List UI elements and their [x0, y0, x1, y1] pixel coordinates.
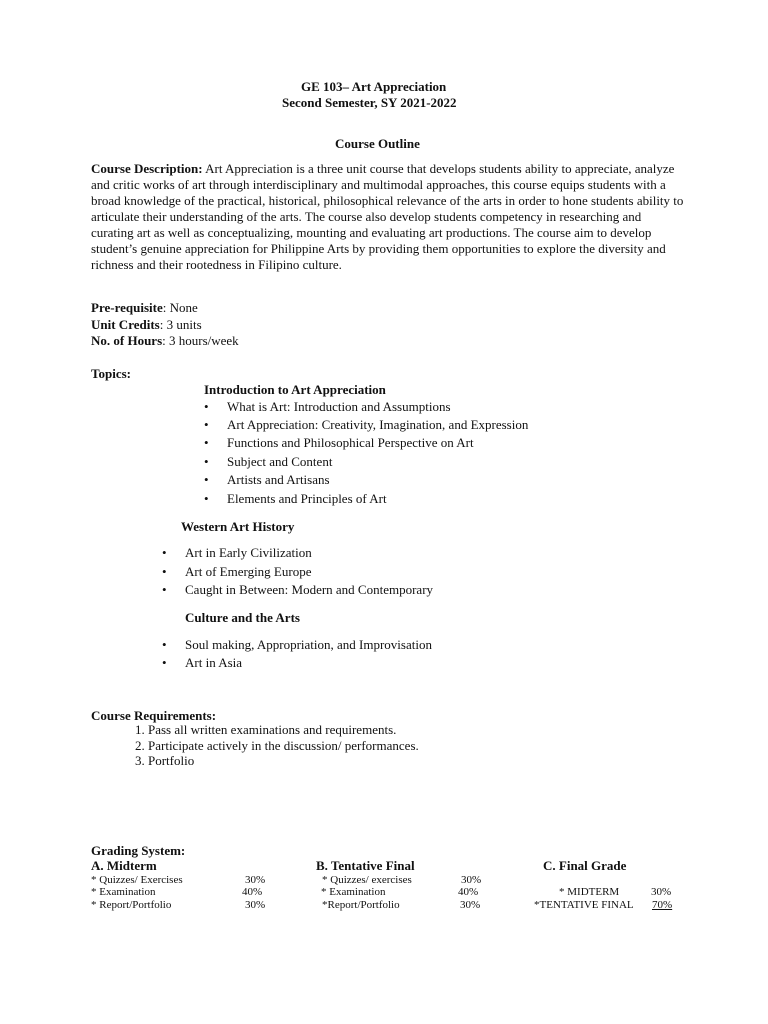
bullet-icon: •: [162, 582, 167, 597]
bullet-icon: •: [162, 545, 167, 560]
midterm-row-name: * Examination: [91, 886, 156, 898]
tentative-row-name: *Report/Portfolio: [322, 899, 400, 911]
list-item-text: Art in Early Civilization: [185, 545, 312, 560]
list-item-text: Elements and Principles of Art: [227, 491, 387, 506]
tentative-row-pct: 30%: [460, 899, 481, 911]
list-item-text: Art in Asia: [185, 655, 243, 670]
credits-label: Unit Credits: [91, 317, 160, 332]
bullet-icon: •: [204, 399, 209, 414]
midterm-row-name: * Quizzes/ Exercises: [91, 874, 183, 886]
tentative-row-name: * Quizzes/ exercises: [322, 874, 412, 886]
list-item-text: Art of Emerging Europe: [185, 564, 312, 579]
bullet-icon: •: [162, 637, 167, 652]
prerequisite-line: [91, 300, 198, 316]
requirement-item: 3. Portfolio: [135, 753, 195, 768]
outline-heading: Course Outline: [335, 136, 420, 151]
tentative-row-name: * Examination: [321, 886, 386, 898]
hours-line: [91, 333, 239, 349]
midterm-row-pct: 40%: [242, 886, 263, 898]
requirement-item: 2. Participate actively in the discussion/ performances.: [135, 738, 419, 753]
description-text: Art Appreciation is a three unit course that develops students ability to appreciate, analyze and critic works of art through interdisciplinary and multimodal approaches, this course equips students with a broad knowledge of the practical, historical, philosophical relevance of the arts in order to hone students ability to articulate their understanding of the arts. The course also develop students competency in researching and curating art as well as conceptualizing, mounting and evaluating art productions. The course aim to develop student’s genuine appreciation for Philippine Arts by providing them opportunities to explore the diversity and richness and their rootedness in Filipino culture.: [91, 161, 684, 272]
tentative-row-pct: 30%: [461, 874, 482, 886]
bullet-icon: •: [204, 491, 209, 506]
final-row-name: * MIDTERM: [559, 886, 620, 898]
midterm-row-pct: 30%: [245, 874, 266, 886]
hours-label: No. of Hours: [91, 333, 163, 348]
requirement-item: 1. Pass all written examinations and requirements.: [135, 722, 397, 737]
list-item-text: Caught in Between: Modern and Contemporary: [185, 582, 434, 597]
final-row-name: *TENTATIVE FINAL: [534, 899, 634, 911]
final-row-pct: 70%: [652, 899, 673, 911]
list-item-text: Functions and Philosophical Perspective on Art: [227, 435, 474, 450]
bullet-icon: •: [204, 435, 209, 450]
midterm-row-name: * Report/Portfolio: [91, 899, 172, 911]
grading-label: Grading System:: [91, 843, 186, 858]
bullet-icon: •: [204, 472, 209, 487]
credits-value: : 3 units: [159, 317, 202, 332]
bullet-icon: •: [204, 454, 209, 469]
requirements-label: Course Requirements:: [91, 708, 217, 723]
section-heading-intro: Introduction to Art Appreciation: [204, 382, 386, 397]
course-title: GE 103– Art Appreciation: [301, 79, 447, 94]
list-item-text: Soul making, Appropriation, and Improvisation: [185, 637, 432, 652]
bullet-icon: •: [162, 564, 167, 579]
tentative-row-pct: 40%: [458, 886, 479, 898]
credits-line: [91, 317, 202, 333]
list-item-text: Subject and Content: [227, 454, 333, 469]
section-heading-western: Western Art History: [181, 519, 295, 534]
semester-line: Second Semester, SY 2021-2022: [282, 95, 457, 110]
list-item-text: Artists and Artisans: [227, 472, 330, 487]
section-heading-culture: Culture and the Arts: [185, 610, 300, 625]
midterm-heading: A. Midterm: [91, 858, 157, 873]
course-description: [91, 161, 686, 273]
bullet-icon: •: [162, 655, 167, 670]
final-heading: C. Final Grade: [543, 858, 627, 873]
prerequisite-label: Pre-requisite: [91, 300, 163, 315]
tentative-heading: B. Tentative Final: [316, 858, 415, 873]
description-label: Course Description:: [91, 161, 203, 176]
list-item-text: Art Appreciation: Creativity, Imagination, and Expression: [227, 417, 529, 432]
hours-value: : 3 hours/week: [162, 333, 239, 348]
final-row-pct: 30%: [651, 886, 672, 898]
midterm-row-pct: 30%: [245, 899, 266, 911]
list-item-text: What is Art: Introduction and Assumptions: [227, 399, 451, 414]
prerequisite-value: : None: [162, 300, 198, 315]
topics-label: Topics:: [91, 366, 131, 381]
bullet-icon: •: [204, 417, 209, 432]
